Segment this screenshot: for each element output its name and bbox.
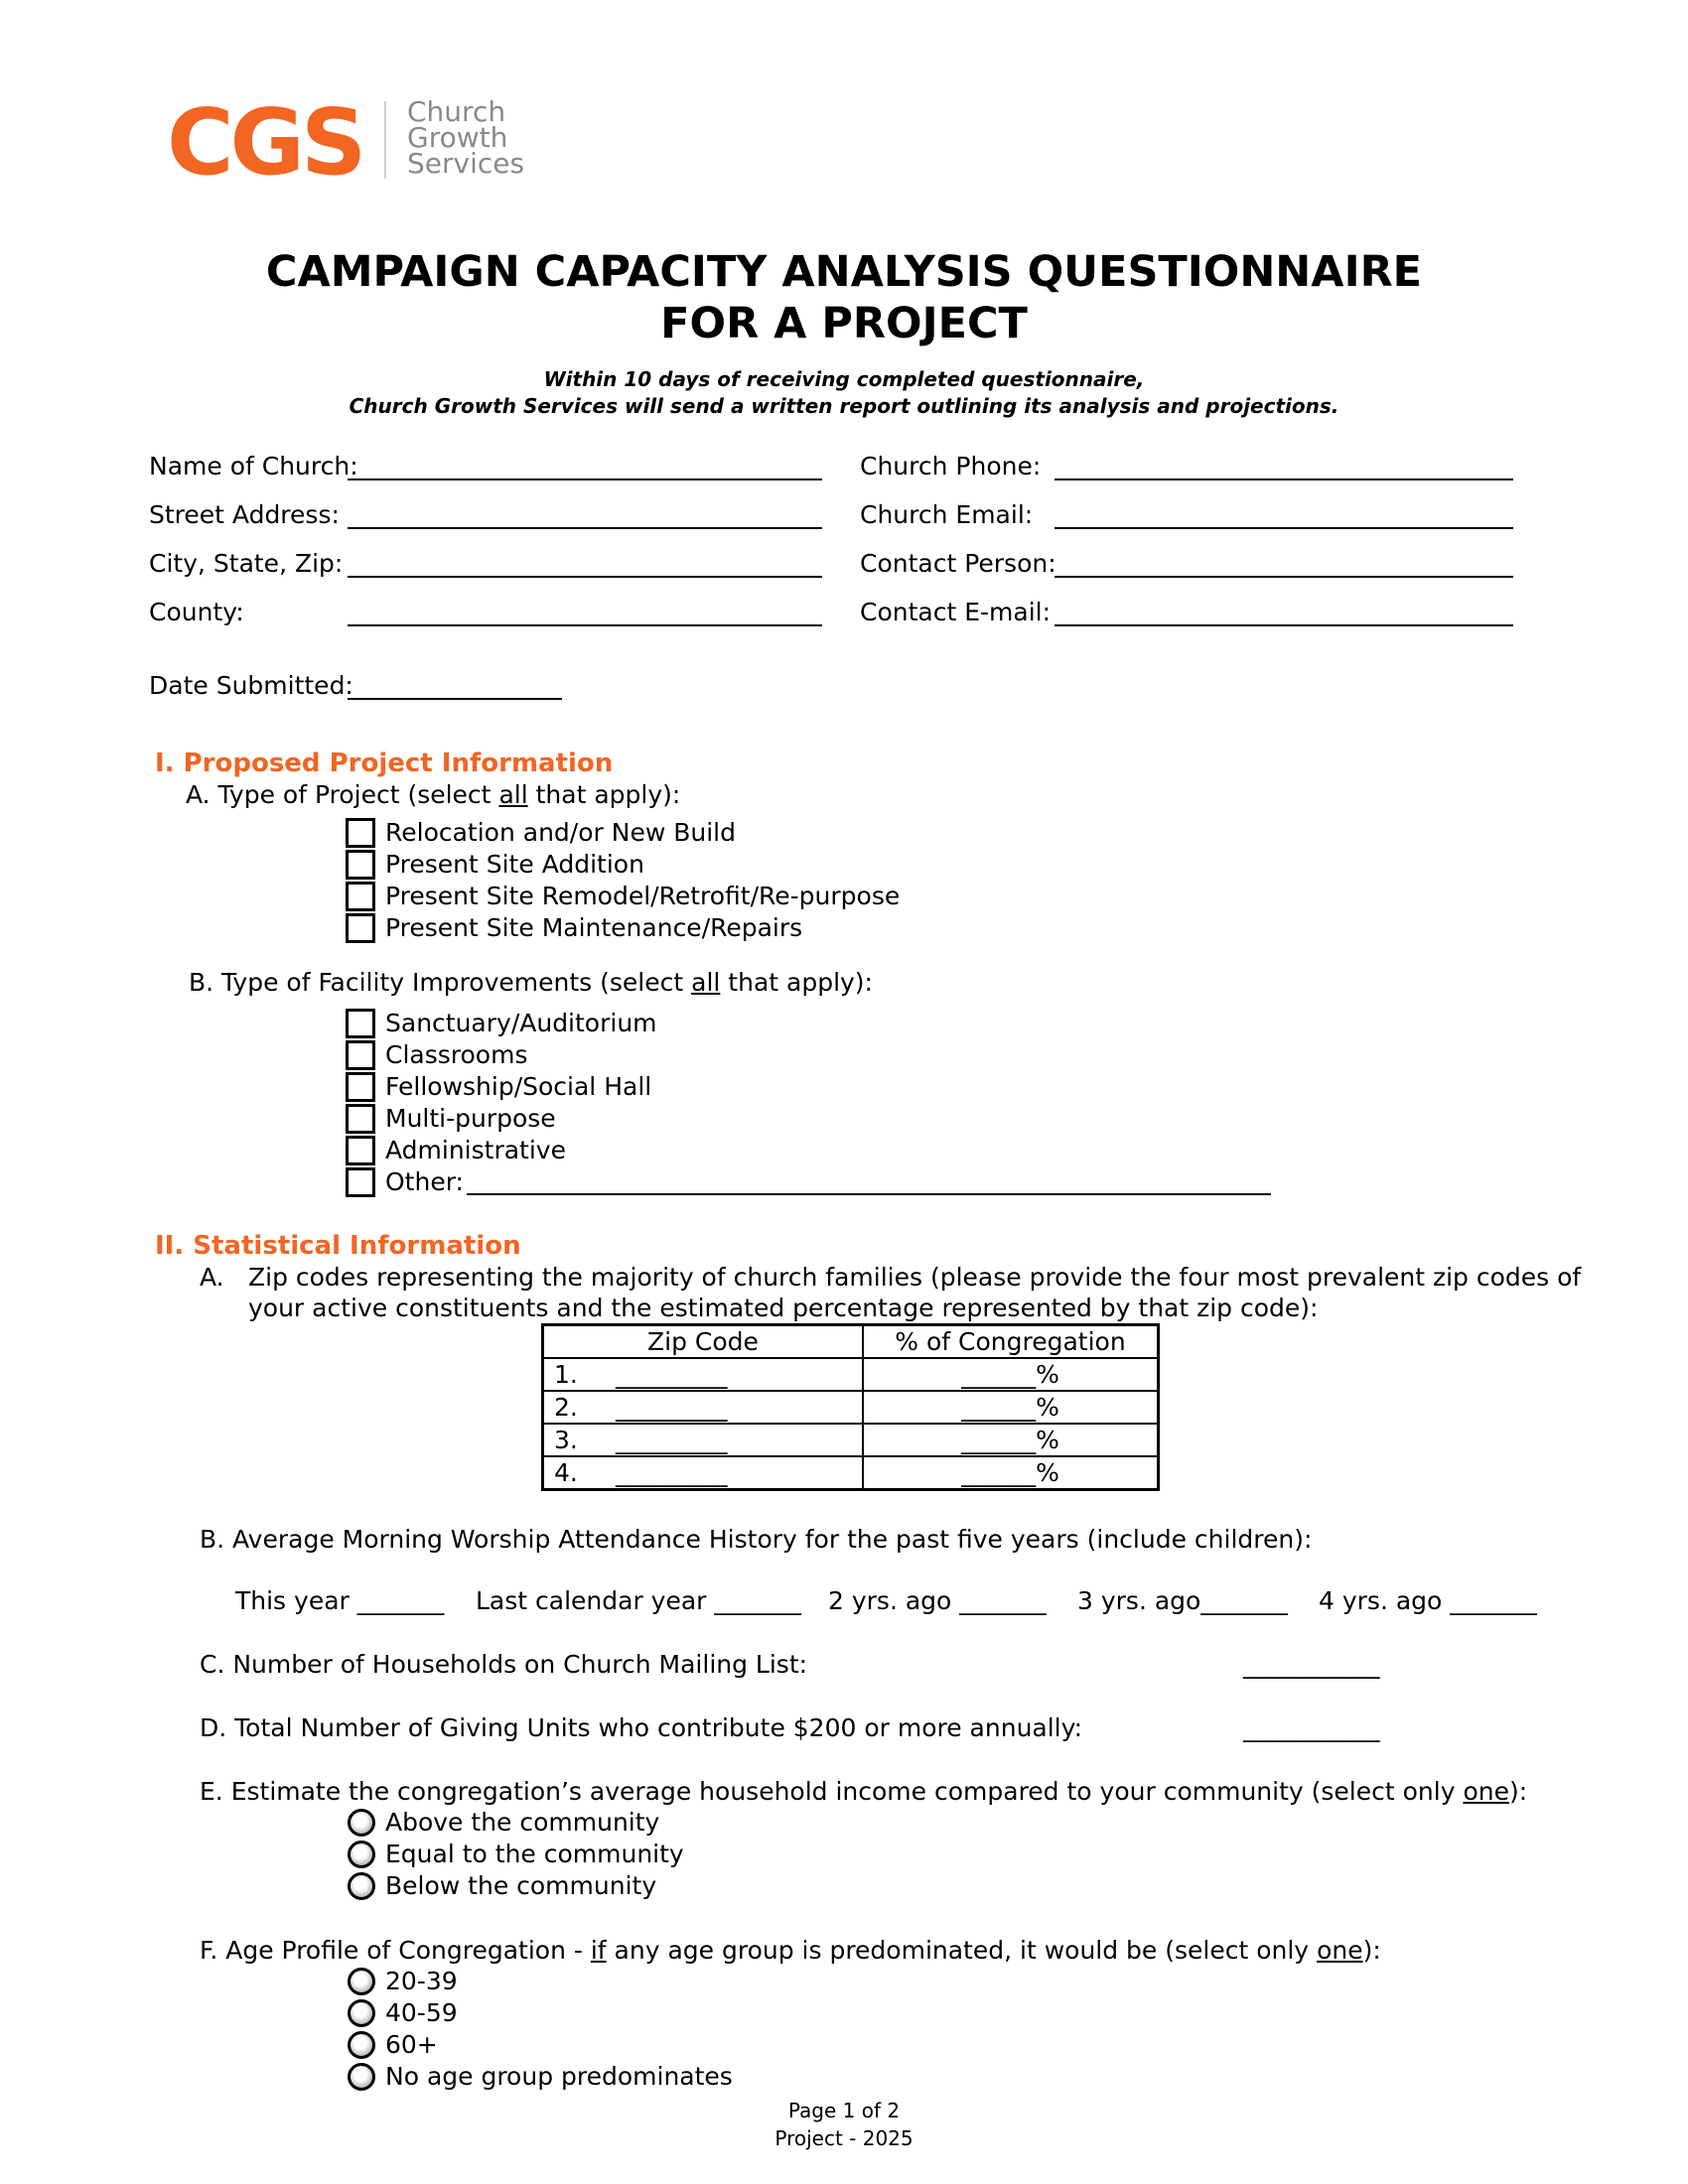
option-age-40-59: 40-59 (385, 1998, 458, 2027)
section-2-heading: II. Statistical Information (155, 1231, 521, 1261)
checkbox-site-addition[interactable] (346, 850, 375, 880)
option-sanctuary: Sanctuary/Auditorium (385, 1009, 657, 1037)
zip-code-header: Zip Code (543, 1325, 864, 1359)
subtitle-line2: Church Growth Services will send a written report outlining its analysis and projections. (349, 394, 1339, 418)
name-of-church-label: Name of Church: (149, 452, 358, 480)
option-age-60-plus: 60+ (385, 2030, 438, 2059)
question-1a: A. Type of Project (select all that apply): (186, 780, 681, 809)
name-of-church-field[interactable] (348, 455, 822, 480)
question-2b: B. Average Morning Worship Attendance History for the past five years (include children): (200, 1525, 1313, 1554)
zip-cell[interactable]: 1. _________ (543, 1358, 864, 1391)
zip-cell[interactable]: 2. _________ (543, 1391, 864, 1424)
option-site-addition: Present Site Addition (385, 850, 644, 879)
option-age-20-39: 20-39 (385, 1967, 458, 1995)
contact-person-field[interactable] (1055, 552, 1513, 578)
subtitle-line1: Within 10 days of receiving completed questionnaire, (543, 367, 1145, 391)
attendance-2-years-ago[interactable]: 2 yrs. ago _______ (828, 1586, 1047, 1615)
percent-cell[interactable]: ______% (863, 1391, 1159, 1424)
radio-above-community[interactable] (348, 1809, 375, 1837)
church-phone-label: Church Phone: (860, 452, 1042, 480)
radio-age-40-59[interactable] (348, 1999, 375, 2027)
zip-cell[interactable]: 3. _________ (543, 1424, 864, 1456)
option-no-age-group: No age group predominates (385, 2062, 733, 2091)
option-equal-community: Equal to the community (385, 1840, 684, 1868)
logo-divider (384, 101, 386, 179)
question-2a-line2: your active constituents and the estimated percentage represented by that zip code): (248, 1294, 1319, 1322)
option-classrooms: Classrooms (385, 1040, 528, 1069)
checkbox-relocation[interactable] (346, 818, 375, 848)
radio-no-age-group[interactable] (348, 2063, 375, 2091)
table-row (543, 1358, 1159, 1391)
street-address-field[interactable] (348, 503, 822, 529)
checkbox-other[interactable] (346, 1167, 375, 1197)
checkbox-maintenance[interactable] (346, 913, 375, 943)
radio-age-60-plus[interactable] (348, 2031, 375, 2059)
option-fellowship: Fellowship/Social Hall (385, 1072, 652, 1101)
table-row (543, 1456, 1159, 1490)
footer-project: Project - 2025 (774, 2126, 914, 2150)
city-state-zip-field[interactable] (348, 552, 822, 578)
percent-cell[interactable]: ______% (863, 1456, 1159, 1490)
county-field[interactable] (348, 601, 822, 626)
option-relocation: Relocation and/or New Build (385, 818, 736, 847)
street-address-label: Street Address: (149, 500, 340, 529)
question-2c: C. Number of Households on Church Mailing List: (200, 1650, 808, 1679)
church-email-label: Church Email: (860, 500, 1034, 529)
logo-text-line3: Services (407, 147, 525, 180)
zip-cell[interactable]: 4. _________ (543, 1456, 864, 1490)
church-email-field[interactable] (1055, 503, 1513, 529)
percent-congregation-header: % of Congregation (863, 1325, 1159, 1359)
date-submitted-label: Date Submitted: (149, 671, 353, 700)
zip-code-table (541, 1323, 1160, 1491)
question-2f: F. Age Profile of Congregation - if any age group is predominated, it would be (select only one): (200, 1936, 1381, 1965)
question-1b: B. Type of Facility Improvements (select all that apply): (189, 968, 873, 997)
percent-cell[interactable]: ______% (863, 1424, 1159, 1456)
radio-age-20-39[interactable] (348, 1968, 375, 1995)
option-other: Other: (385, 1167, 464, 1196)
question-2d: D. Total Number of Giving Units who contribute $200 or more annually: (200, 1713, 1083, 1742)
percent-cell[interactable]: ______% (863, 1358, 1159, 1391)
question-2a-line1: Zip codes representing the majority of church families (please provide the four most prevalent zip codes of (248, 1263, 1582, 1292)
section-1-heading: I. Proposed Project Information (155, 749, 614, 778)
checkbox-remodel[interactable] (346, 882, 375, 911)
attendance-this-year[interactable]: This year _______ (235, 1586, 445, 1615)
checkbox-sanctuary[interactable] (346, 1009, 375, 1038)
attendance-last-year[interactable]: Last calendar year _______ (476, 1586, 801, 1615)
table-row (543, 1391, 1159, 1424)
other-field[interactable] (467, 1169, 1271, 1195)
households-field[interactable]: ___________ (1243, 1650, 1380, 1679)
option-administrative: Administrative (385, 1136, 566, 1164)
attendance-4-years-ago[interactable]: 4 yrs. ago _______ (1319, 1586, 1537, 1615)
attendance-3-years-ago[interactable]: 3 yrs. ago_______ (1077, 1586, 1288, 1615)
checkbox-multipurpose[interactable] (346, 1104, 375, 1134)
logo-text-line1: Church (407, 95, 506, 128)
church-phone-field[interactable] (1055, 455, 1513, 480)
table-row (543, 1424, 1159, 1456)
radio-below-community[interactable] (348, 1872, 375, 1900)
question-2e: E. Estimate the congregation’s average household income compared to your community (select only one): (200, 1777, 1528, 1806)
contact-email-label: Contact E-mail: (860, 598, 1052, 626)
county-label: County: (149, 598, 244, 626)
contact-person-label: Contact Person: (860, 549, 1056, 578)
logo-mark: CGS (167, 89, 363, 196)
page-number: Page 1 of 2 (787, 2099, 901, 2122)
logo-text-line2: Growth (407, 121, 508, 154)
logo-text (407, 95, 525, 180)
option-remodel: Present Site Remodel/Retrofit/Re-purpose (385, 882, 901, 910)
date-submitted-field[interactable] (348, 674, 562, 700)
option-maintenance: Present Site Maintenance/Repairs (385, 913, 803, 942)
option-below-community: Below the community (385, 1871, 657, 1900)
option-above-community: Above the community (385, 1808, 660, 1837)
checkbox-fellowship[interactable] (346, 1072, 375, 1102)
checkbox-classrooms[interactable] (346, 1040, 375, 1070)
giving-units-field[interactable]: ___________ (1243, 1713, 1380, 1742)
city-state-zip-label: City, State, Zip: (149, 549, 344, 578)
contact-email-field[interactable] (1055, 601, 1513, 626)
radio-equal-community[interactable] (348, 1841, 375, 1868)
option-multipurpose: Multi-purpose (385, 1104, 556, 1133)
document-title-line2: FOR A PROJECT (660, 299, 1028, 348)
document-title-line1: CAMPAIGN CAPACITY ANALYSIS QUESTIONNAIRE (265, 247, 1423, 297)
checkbox-administrative[interactable] (346, 1136, 375, 1165)
question-2a-label: A. (200, 1263, 224, 1292)
